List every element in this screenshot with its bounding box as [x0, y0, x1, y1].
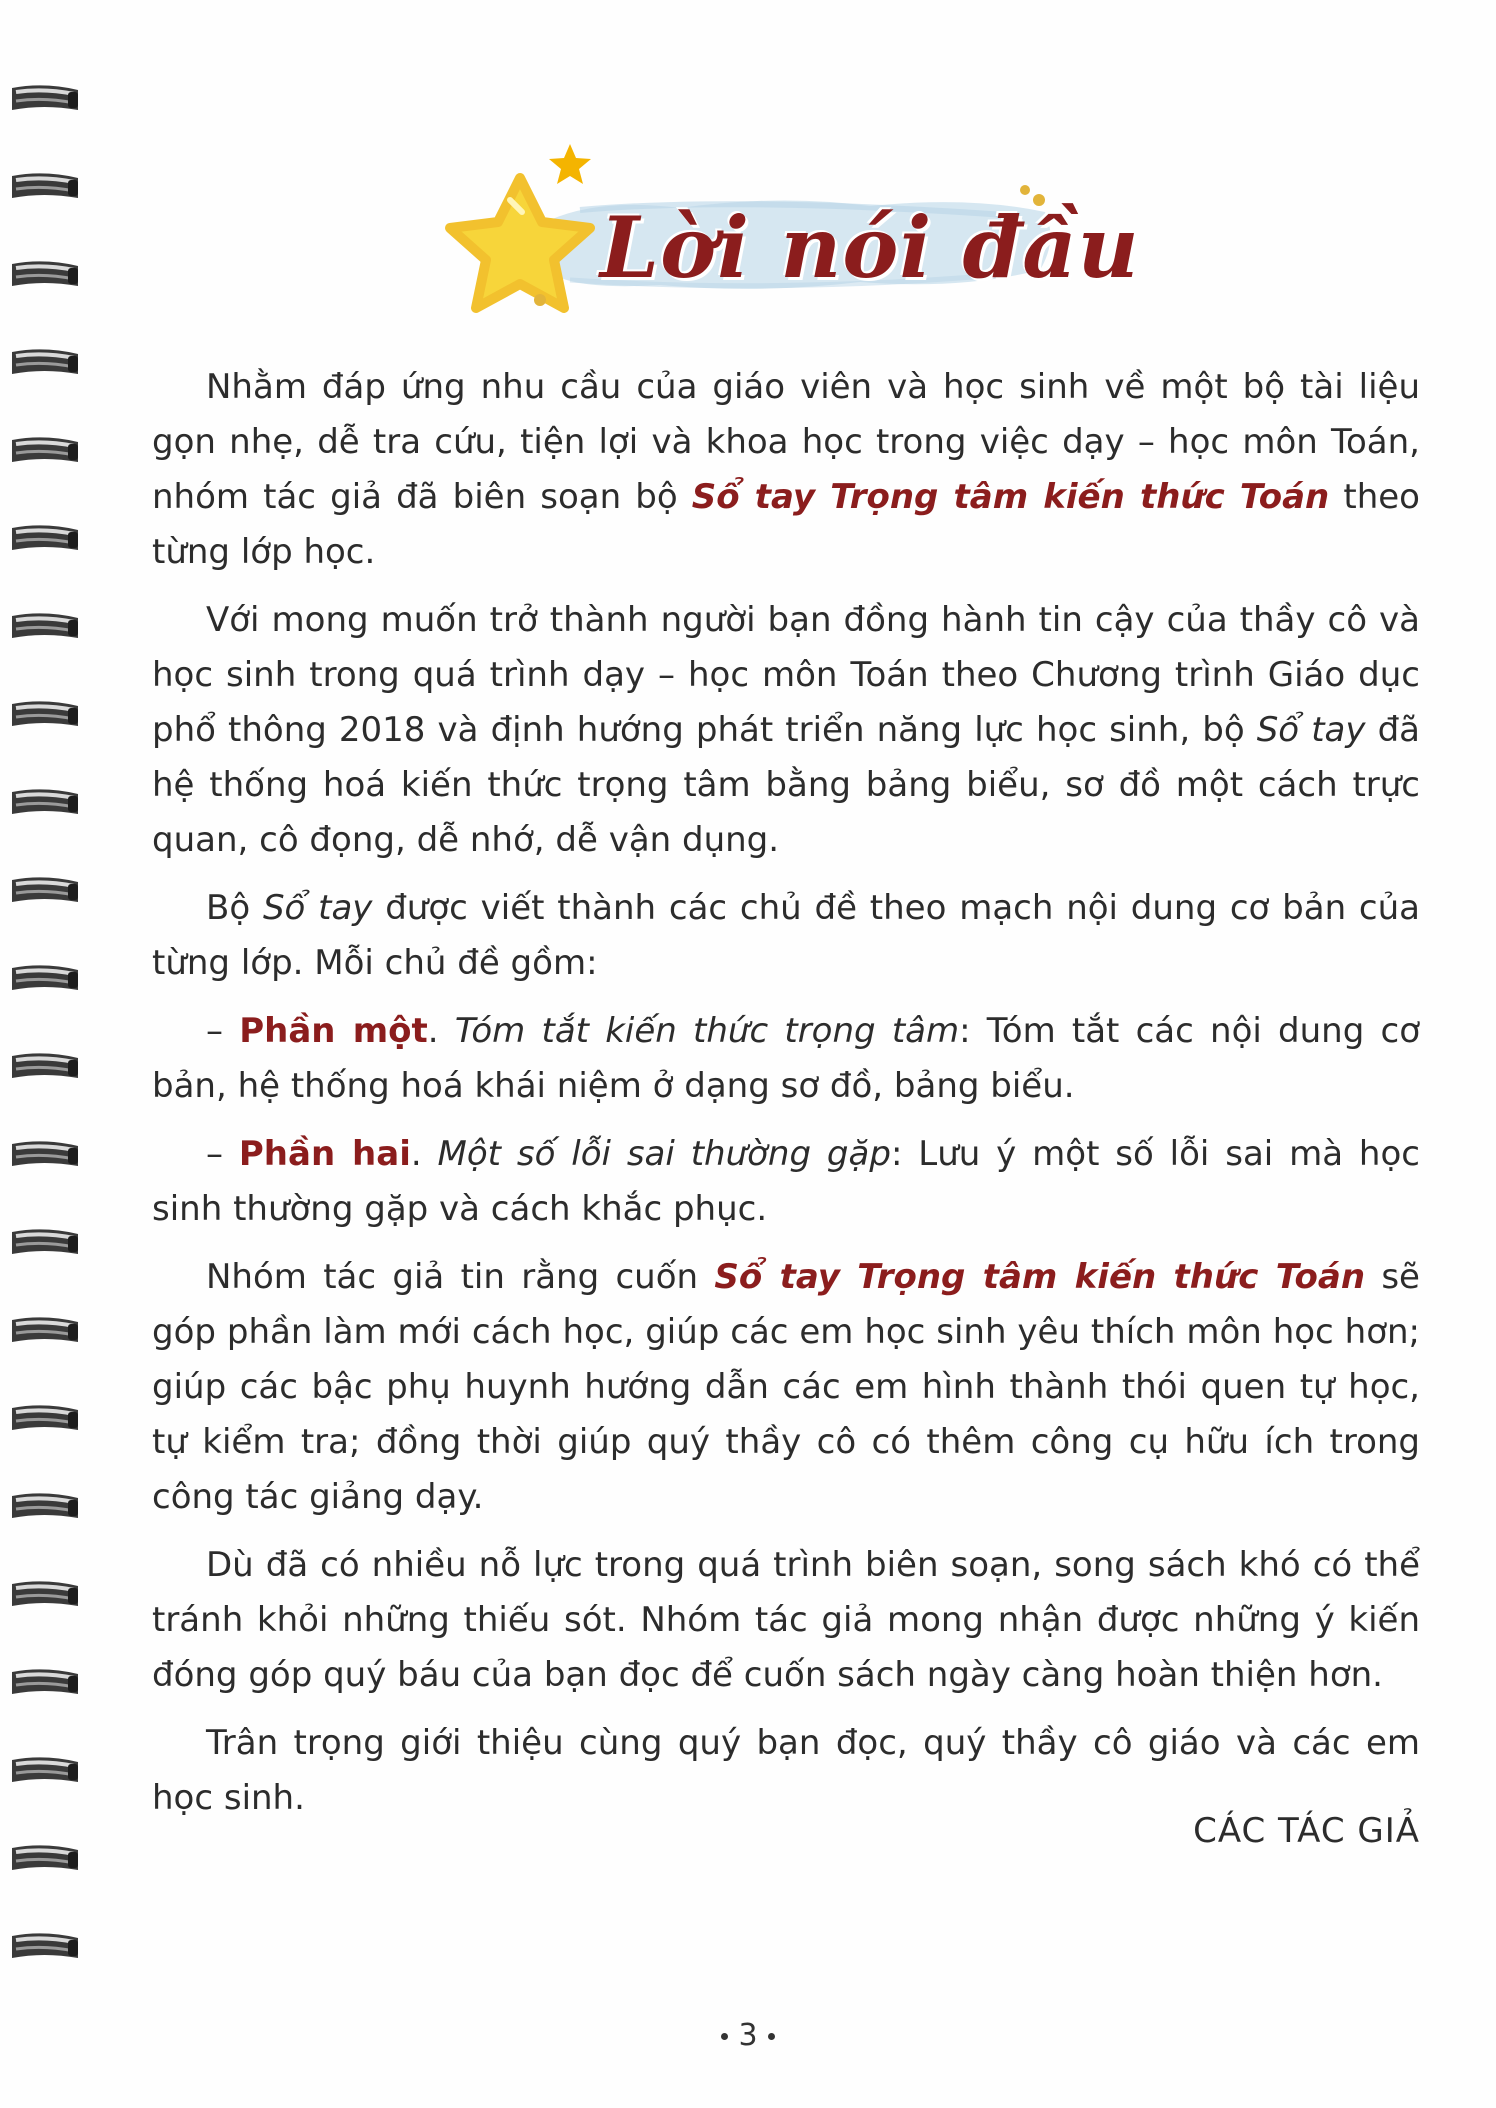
spiral-ring	[8, 1136, 80, 1176]
paragraph-1	[152, 360, 1420, 580]
spiral-ring	[8, 1576, 80, 1616]
spiral-ring	[8, 608, 80, 648]
part-label: Phần hai	[238, 1134, 411, 1174]
spiral-ring	[8, 344, 80, 384]
title-block	[430, 140, 1140, 340]
dot-decoration	[768, 2033, 775, 2040]
spiral-ring	[8, 696, 80, 736]
text-segment: đã hệ thống hoá kiến thức trọng tâm bằng bảng biểu, sơ đồ một cách trực quan, cô đọng, dễ nhớ, dễ vận dụng.	[152, 710, 1420, 860]
text-segment: .	[410, 1134, 438, 1174]
bullet-part-two	[152, 1127, 1420, 1237]
book-title-highlight: Sổ tay Trọng tâm kiến thức Toán	[691, 477, 1330, 517]
paragraph-3	[152, 881, 1420, 991]
spiral-ring	[8, 1312, 80, 1352]
spiral-ring	[8, 1752, 80, 1792]
spiral-binding	[0, 80, 90, 2030]
spiral-ring	[8, 1488, 80, 1528]
dot-decoration	[721, 2033, 728, 2040]
spiral-ring	[8, 784, 80, 824]
italic-term: Sổ tay	[262, 888, 373, 928]
paragraph-4	[152, 1250, 1420, 1525]
text-segment: Với mong muốn trở thành người bạn đồng hành tin cậy của thầy cô và học sinh trong quá trình dạy – học môn Toán theo Chương trình Giáo dục phổ thông 2018 và định hướng phát triển năng lực học sinh, bộ	[152, 600, 1420, 750]
spiral-ring	[8, 960, 80, 1000]
spiral-ring	[8, 1840, 80, 1880]
spiral-ring	[8, 432, 80, 472]
bullet-dash: –	[206, 1011, 240, 1051]
dot-decoration	[530, 290, 550, 310]
text-segment: .	[427, 1011, 455, 1051]
text-segment: sẽ góp phần làm mới cách học, giúp các em học sinh yêu thích môn học hơn; giúp các bậc phụ huynh hướng dẫn các em hình thành thói quen tự học, tự kiểm tra; đồng thời giúp quý thầy cô có thêm công cụ hữu ích trong công tác giảng dạy.	[152, 1257, 1420, 1517]
paragraph-5: Dù đã có nhiều nỗ lực trong quá trình biên soạn, song sách khó có thể tránh khỏi những thiếu sót. Nhóm tác giả mong nhận được những ý kiến đóng góp quý báu của bạn đọc để cuốn sách ngày càng hoàn thiện hơn.	[152, 1545, 1420, 1695]
part-label: Phần một	[239, 1011, 428, 1051]
bullet-dash: –	[206, 1134, 239, 1174]
spiral-ring	[8, 1224, 80, 1264]
preface-body	[152, 360, 1420, 1839]
text-segment: Bộ	[206, 888, 263, 928]
spiral-ring	[8, 1400, 80, 1440]
text-segment: Nhằm đáp ứng nhu cầu của giáo viên và học sinh về một bộ tài liệu gọn nhẹ, dễ tra cứu, tiện lợi và khoa học trong việc dạy – học môn Toán, nhóm tác giả đã biên soạn bộ	[152, 367, 1420, 517]
page-number-text: 3	[738, 2018, 758, 2053]
small-star-icon	[545, 140, 595, 190]
spiral-ring	[8, 1664, 80, 1704]
spiral-ring	[8, 1928, 80, 1968]
spiral-ring	[8, 520, 80, 560]
spiral-ring	[8, 80, 80, 120]
text-segment: được viết thành các chủ đề theo mạch nội dung cơ bản của từng lớp. Mỗi chủ đề gồm:	[152, 888, 1421, 983]
italic-term: Sổ tay	[1256, 710, 1366, 750]
page-title: Lời nói đầu	[600, 198, 1140, 297]
italic-term: Một số lỗi sai thường gặp	[437, 1134, 891, 1174]
paragraph-2	[152, 593, 1420, 868]
spiral-ring	[8, 256, 80, 296]
text-segment: : Tóm tắt các nội dung cơ bản, hệ thống hoá khái niệm ở dạng sơ đồ, bảng biểu.	[152, 1011, 1421, 1106]
paragraph-6: Trân trọng giới thiệu cùng quý bạn đọc, quý thầy cô giáo và các em học sinh.	[152, 1723, 1420, 1818]
bullet-part-one	[152, 1004, 1420, 1114]
book-title-highlight: Sổ tay Trọng tâm kiến thức Toán	[714, 1257, 1366, 1297]
text-segment: theo từng lớp học.	[152, 477, 1420, 572]
page-number	[0, 2018, 1496, 2053]
text-segment: Nhóm tác giả tin rằng cuốn	[206, 1257, 715, 1297]
text-segment: : Lưu ý một số lỗi sai mà học sinh thường gặp và cách khắc phục.	[152, 1134, 1420, 1229]
spiral-ring	[8, 168, 80, 208]
italic-term: Tóm tắt kiến thức trọng tâm	[454, 1011, 960, 1051]
spiral-ring	[8, 872, 80, 912]
spiral-ring	[8, 1048, 80, 1088]
signature: CÁC TÁC GIẢ	[1193, 1811, 1420, 1851]
